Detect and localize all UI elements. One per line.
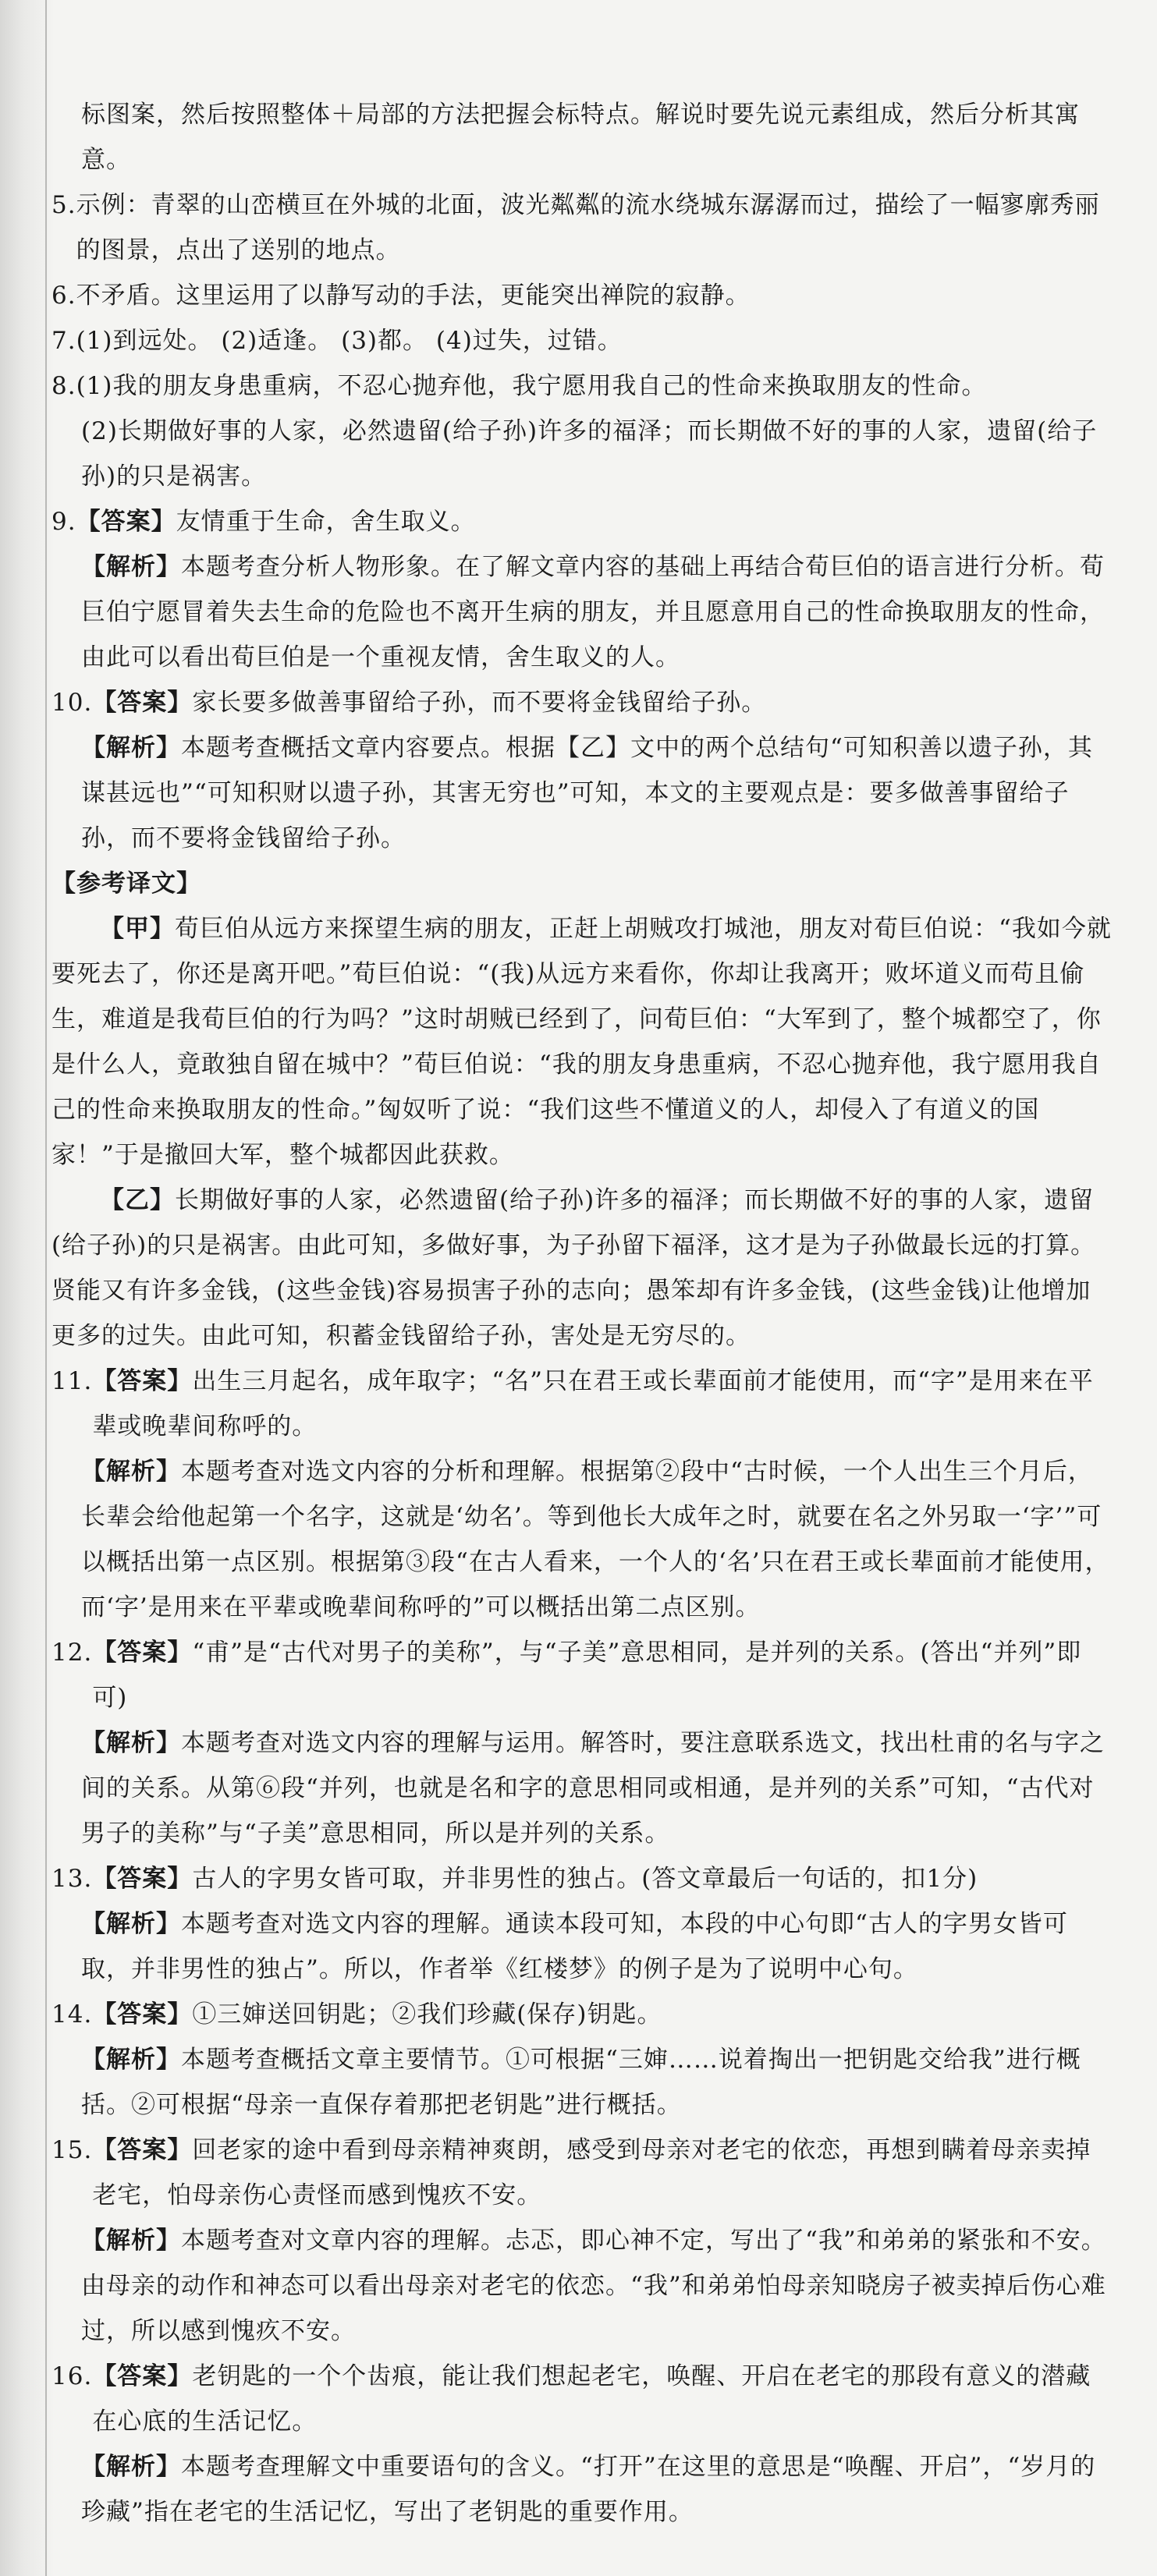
question-number: 8. (51, 372, 76, 400)
binding-line (45, 0, 47, 2576)
analysis-tag: 【解析】 (81, 553, 181, 581)
question-number: 13. (51, 1865, 93, 1893)
paragraph-text: 荀巨伯从远方来探望生病的朋友，正赶上胡贼攻打城池，朋友对荀巨伯说：“我如今就要死去了，你还是离开吧。”荀巨伯说：“(我)从远方来看你，你却让我离开；败坏道义而苟且偷生，难道是我荀巨伯的行为吗？”这时胡贼已经到了，问荀巨伯：“大军到了，整个城都空了，你是什么人，竟敢独自留在城中？”荀巨伯说：“我的朋友身患重病，不忍心抛弃他，我宁愿用我自己的性命来换取朋友的性命。”匈奴听了说：“我们这些不懂道义的人，却侵入了有道义的国家！”于是撤回大军，整个城都因此获救。 (51, 915, 1112, 1169)
item-body (76, 273, 1113, 318)
analysis-block (51, 2037, 1113, 2128)
answer-tag: 【答案】 (92, 689, 193, 717)
item-body (92, 2128, 1113, 2218)
answer-tag: 【答案】 (92, 1865, 193, 1893)
answer-tag: 【答案】 (76, 508, 176, 536)
item-body (92, 1630, 1113, 1720)
continued-text (51, 92, 1113, 182)
answer-item (51, 2128, 1113, 2218)
translation-paragraph (51, 1178, 1113, 1359)
answer-page (51, 92, 1113, 2535)
question-number: 14. (51, 2000, 93, 2029)
analysis-text: 本题考查分析人物形象。在了解文章内容的基础上再结合荀巨伯的语言进行分析。荀巨伯宁愿冒着失去生命的危险也不离开生病的朋友，并且愿意用自己的性命换取朋友的性命，由此可以看出荀巨伯是一个重视友情，舍生取义的人。 (81, 553, 1105, 671)
item-body (92, 2354, 1113, 2444)
question-item (51, 182, 1113, 273)
item-text: 回老家的途中看到母亲精神爽朗，感受到母亲对老宅的依恋，再想到瞒着母亲卖掉老宅，怕母亲伤心责怪而感到愧疚不安。 (92, 2136, 1091, 2209)
question-number: 16. (51, 2362, 93, 2390)
question-number: 9. (51, 508, 76, 536)
analysis-tag: 【解析】 (81, 2046, 181, 2074)
answer-item (51, 1856, 1113, 1901)
answer-item (51, 1992, 1113, 2037)
question-number: 5. (51, 191, 76, 219)
item-body (92, 680, 1113, 725)
analysis-block (51, 1901, 1113, 1992)
answer-item (51, 2354, 1113, 2444)
answer-item (51, 1359, 1113, 1449)
item-body (76, 499, 1113, 544)
item-body (92, 1856, 1113, 1901)
analysis-block (51, 544, 1113, 680)
question-number: 12. (51, 1639, 93, 1667)
analysis-block (51, 2218, 1113, 2354)
question-number: 11. (51, 1367, 93, 1395)
item-body (76, 182, 1113, 273)
item-text: 不矛盾。这里运用了以静写动的手法，更能突出禅院的寂静。 (76, 282, 751, 310)
question-number: 15. (51, 2136, 93, 2164)
item-text: ①三婶送回钥匙；②我们珍藏(保存)钥匙。 (192, 2000, 662, 2029)
analysis-text: 本题考查概括文章内容要点。根据【乙】文中的两个总结句“可知积善以遗子孙，其谋甚远也”“可知积财以遗子孙，其害无穷也”可知，本文的主要观点是：要多做善事留给子孙，而不要将金钱留给子孙。 (81, 734, 1093, 852)
paragraph-tag: 【乙】 (100, 1186, 175, 1214)
analysis-text: 本题考查对文章内容的理解。忐忑，即心神不定，写出了“我”和弟弟的紧张和不安。由母亲的动作和神态可以看出母亲对老宅的依恋。“我”和弟弟怕母亲知晓房子被卖掉后伤心难过，所以感到愧疚不安。 (81, 2227, 1106, 2345)
item-body (76, 363, 1113, 409)
item-text: “甫”是“古代对男子的美称”，与“子美”意思相同，是并列的关系。(答出“并列”即可) (92, 1639, 1082, 1712)
analysis-tag: 【解析】 (81, 734, 181, 762)
answer-tag: 【答案】 (92, 1639, 193, 1667)
analysis-block (51, 1720, 1113, 1856)
question-item (51, 318, 1113, 363)
analysis-text: 本题考查理解文中重要语句的含义。“打开”在这里的意思是“唤醒、开启”，“岁月的珍藏”指在老宅的生活记忆，写出了老钥匙的重要作用。 (81, 2453, 1096, 2526)
paragraph-text: 长期做好事的人家，必然遗留(给子孙)许多的福泽；而长期做不好的事的人家，遗留(给子孙)的只是祸害。由此可知，多做好事，为子孙留下福泽，这才是为子孙做最长远的打算。贤能又有许多金钱，(这些金钱)容易损害子孙的志向；愚笨却有许多金钱，(这些金钱)让他增加更多的过失。由此可知，积蓄金钱留给子孙，害处是无穷尽的。 (51, 1186, 1096, 1350)
analysis-tag: 【解析】 (81, 2227, 181, 2255)
answer-tag: 【答案】 (92, 2136, 193, 2164)
analysis-text: 本题考查概括文章主要情节。①可根据“三婶……说着掏出一把钥匙交给我”进行概括。②可根据“母亲一直保存着那把老钥匙”进行概括。 (81, 2046, 1081, 2119)
item-text: 古人的字男女皆可取，并非男性的独占。(答文章最后一句话的，扣1分) (192, 1865, 978, 1893)
analysis-text: 本题考查对选文内容的理解。通读本段可知，本段的中心句即“古人的字男女皆可取，并非男性的独占”。所以，作者举《红楼梦》的例子是为了说明中心句。 (81, 1910, 1068, 1983)
analysis-block (51, 725, 1113, 861)
item-text: 出生三月起名，成年取字；“名”只在君王或长辈面前才能使用，而“字”是用来在平辈或晚辈间称呼的。 (92, 1367, 1094, 1440)
sub-item (51, 409, 1113, 499)
question-number: 6. (51, 282, 76, 310)
paragraph-tag: 【甲】 (100, 915, 175, 943)
translation-paragraph (51, 906, 1113, 1178)
question-item (51, 273, 1113, 318)
item-text: (1)我的朋友身患重病，不忍心抛弃他，我宁愿用我自己的性命来换取朋友的性命。 (76, 372, 987, 400)
analysis-tag: 【解析】 (81, 1729, 181, 1757)
heading-text: 【参考译文】 (51, 870, 201, 898)
answer-item (51, 1630, 1113, 1720)
item-body (92, 1359, 1113, 1449)
analysis-text: 本题考查对选文内容的理解与运用。解答时，要注意联系选文，找出杜甫的名与字之间的关系。从第⑥段“并列，也就是名和字的意思相同或相通，是并列的关系”可知，“古代对男子的美称”与“子美”意思相同，所以是并列的关系。 (81, 1729, 1105, 1848)
item-text: 家长要多做善事留给子孙，而不要将金钱留给子孙。 (192, 689, 767, 717)
answer-tag: 【答案】 (92, 2362, 193, 2390)
item-text: (1)到远处。 (2)适逢。 (3)都。 (4)过失，过错。 (76, 327, 623, 355)
item-body (92, 1992, 1113, 2037)
answer-tag: 【答案】 (92, 1367, 193, 1395)
analysis-block (51, 2444, 1113, 2535)
question-item (51, 363, 1113, 409)
question-number: 10. (51, 689, 93, 717)
answer-item (51, 499, 1113, 544)
answer-item (51, 680, 1113, 725)
analysis-text: 本题考查对选文内容的分析和理解。根据第②段中“古时候，一个人出生三个月后，长辈会给他起第一个名字，这就是‘幼名’。等到他长大成年之时，就要在名之外另取一‘字’”可以概括出第一点区别。根据第③段“在古人看来，一个人的‘名’只在君王或长辈面前才能使用，而‘字’是用来在平辈或晚辈间称呼的”可以概括出第二点区别。 (81, 1458, 1110, 1621)
analysis-tag: 【解析】 (81, 2453, 181, 2481)
question-number: 7. (51, 327, 76, 355)
item-text: 示例：青翠的山峦横亘在外城的北面，波光粼粼的流水绕城东潺潺而过，描绘了一幅寥廓秀丽的图景，点出了送别的地点。 (76, 191, 1100, 264)
item-text: 老钥匙的一个个齿痕，能让我们想起老宅，唤醒、开启在老宅的那段有意义的潜藏在心底的生活记忆。 (92, 2362, 1091, 2436)
section-heading (51, 861, 1113, 906)
analysis-block (51, 1449, 1113, 1630)
sub-item-text: (2)长期做好事的人家，必然遗留(给子孙)许多的福泽；而长期做不好的事的人家，遗留(给子孙)的只是祸害。 (81, 417, 1098, 491)
continued-line: 标图案，然后按照整体＋局部的方法把握会标特点。解说时要先说元素组成，然后分析其寓意。 (81, 101, 1080, 174)
answer-tag: 【答案】 (92, 2000, 193, 2029)
analysis-tag: 【解析】 (81, 1458, 181, 1486)
analysis-tag: 【解析】 (81, 1910, 181, 1938)
item-text: 友情重于生命，舍生取义。 (176, 508, 476, 536)
item-body (76, 318, 1113, 363)
